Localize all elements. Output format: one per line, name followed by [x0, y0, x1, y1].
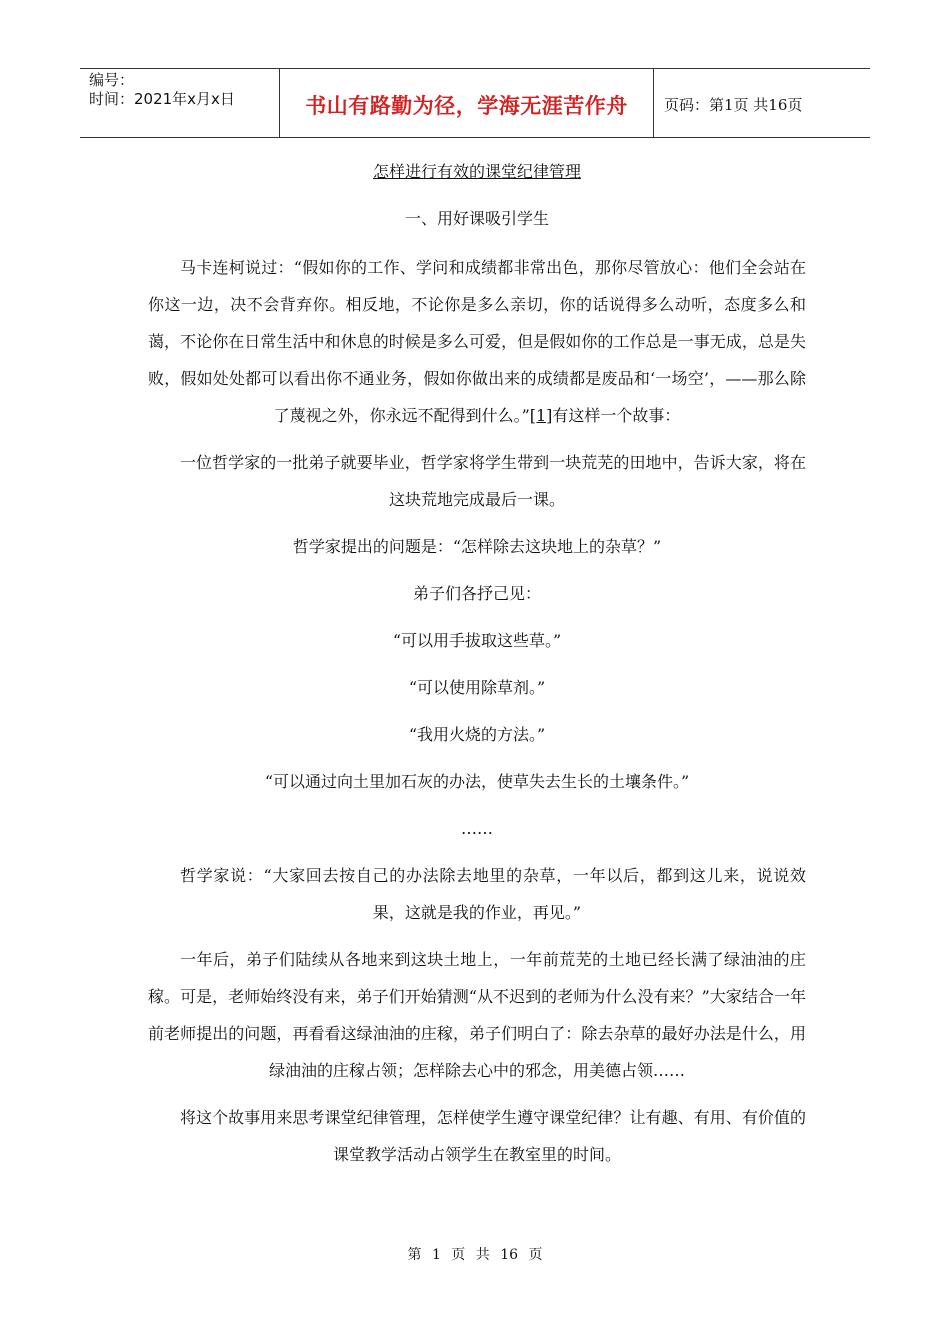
story-opinions: 弟子们各抒己见： [412, 584, 541, 603]
document-title: 怎样进行有效的课堂纪律管理 [372, 162, 581, 181]
number-label: 编号： [89, 71, 135, 89]
answer-3: “我用火烧的方法。” [408, 725, 546, 744]
story-lead-in: 有这样一个故事： [552, 406, 681, 425]
document-header [80, 68, 870, 138]
document-body [148, 155, 806, 1183]
story-intro: 一位哲学家的一批弟子就要毕业，哲学家将学生带到一块荒芜的田地中，告诉大家，将在这块荒地完成最后一课。 [180, 453, 806, 509]
page-footer: 第 1 页 共 16 页 [407, 1247, 543, 1263]
ellipsis: …… [461, 819, 493, 838]
year-later-paragraph: 一年后，弟子们陆续从各地来到这块土地上，一年前荒芜的土地已经长满了绿油油的庄稼。可是，老师始终没有来，弟子们开始猜测“从不迟到的老师为什么没有来？”大家结合一年前老师提出的问题，再看看这绿油油的庄稼，弟子们明白了：除去杂草的最好办法是什么，用绿油油的庄稼占领；怎样除去心中的邪念，用美德占领…… [148, 950, 806, 1080]
answer-2: “可以使用除草剂。” [408, 678, 546, 697]
makarenko-quote-paragraph [148, 249, 806, 434]
answer-1: “可以用手拔取这些草。” [392, 631, 562, 650]
story-question: 哲学家提出的问题是：“怎样除去这块地上的杂草？” [292, 537, 662, 556]
header-meta [80, 69, 280, 137]
section-title: 一、用好课吸引学生 [404, 209, 549, 228]
answer-4: “可以通过向土里加石灰的办法，使草失去生长的土壤条件。” [264, 772, 690, 791]
conclusion-paragraph: 将这个故事用来思考课堂纪律管理，怎样使学生遵守课堂纪律？让有趣、有用、有价值的课堂教学活动占领学生在教室里的时间。 [180, 1108, 806, 1164]
footnote-ref-link[interactable]: [1] [529, 406, 553, 425]
philosopher-says: 哲学家说：“大家回去按自己的办法除去地里的杂草，一年以后，都到这儿来，说说效果，这就是我的作业，再见。” [180, 866, 806, 922]
time-label: 时间：2021年x月x日 [89, 90, 235, 108]
header-page-info: 页码：第1页 共16页 [664, 95, 803, 114]
header-motto: 书山有路勤为径，学海无涯苦作舟 [280, 69, 654, 137]
quote-text: 马卡连柯说过：“假如你的工作、学问和成绩都非常出色，那你尽管放心：他们全会站在你这一边，决不会背弃你。相反地，不论你是多么亲切，你的话说得多么动听，态度多么和蔼，不论你在日常生活中和休息的时候是多么可爱，但是假如你的工作总是一事无成，总是失败，假如处处都可以看出你不通业务，假如你做出来的成绩都是废品和‘一场空’，——那么除了蔑视之外，你永远不配得到什么。” [148, 258, 806, 425]
